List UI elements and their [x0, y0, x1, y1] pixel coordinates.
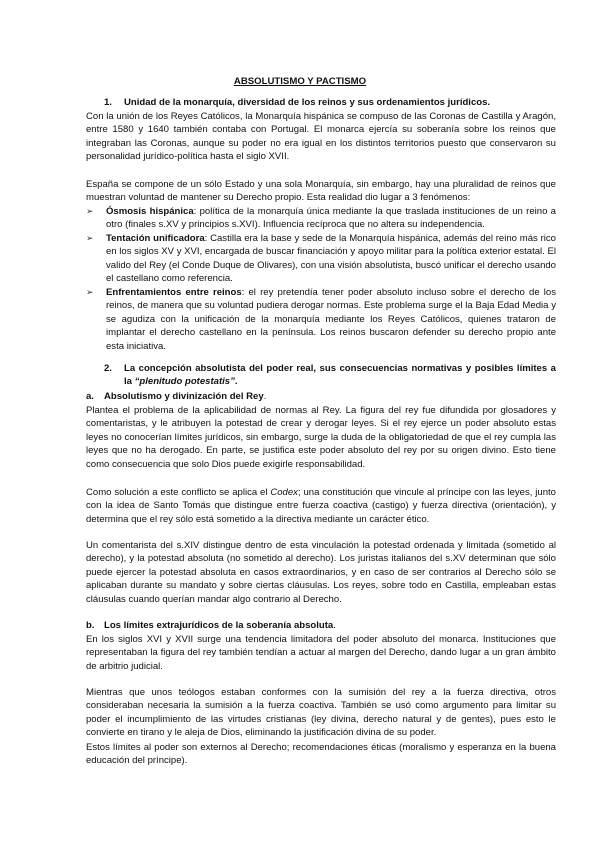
document-title: ABSOLUTISMO Y PACTISMO [233, 76, 367, 87]
bullet-term: Tentación unificadora [106, 233, 205, 244]
section-2-heading: La concepción absolutista del poder real, sus consecuencias normativas y posibles límites a la “plenitudo potestatis”. [124, 363, 556, 388]
subsection-a-letter: a. [86, 391, 94, 402]
bullet-text: : política de la monarquía única mediante la que traslada instituciones de un reino a otro (finales s.XV y principios s.XVI). Influencia recíproca que no altera su independencia. [106, 206, 556, 231]
subsection-b-title: Los límites extrajurídicos de la soberanía absoluta. [104, 620, 336, 631]
bullet-term: Enfrentamientos entre reinos [106, 287, 242, 298]
bullet-text: : el rey pretendía tener poder absoluto incluso sobre el derecho de los reinos, de manera que su voluntad pudiera derogar normas. Este problema surge el la Baja Edad Media y se agudiza con la unificación de la monarquía mediante los Reyes Católicos, quienes trataron de implantar el derecho castellano en la península. Los reinos buscaron defender su derecho propio ante esta iniciativa. [106, 287, 556, 352]
subsection-b-letter: b. [86, 620, 95, 631]
bullet-text: : Castilla era la base y sede de la Monarquía hispánica, además del reino más rico en los siglos XV y XVI, encargada de buscar financiación y apoyo militar para la política exterior estatal. El valido del Rey (el Conde Duque de Olivares), con una visión absolutista, buscó unificar el derecho usando el castellano como referencia. [106, 233, 556, 285]
subsection-a-paragraph-3: Un comentarista del s.XIV distingue dentro de esta vinculación la potestad ordenada y limitada (sometido al derecho), y la potestad absoluta (no sometido al derecho). Los juristas italianos del s.XV determinan que sólo puede ejercer la potestad absoluta en casos extraordinarios, y en caso de ser contrarios al Derecho sólo se aplicaban durante su mandato y sobre ciertas cláusulas. Los reyes, sobre todo en Castilla, empleaban estas cláusulas cuando querían mandar algo contrario al Derecho. [86, 540, 556, 605]
arrow-bullet-icon: ➢ [86, 233, 94, 243]
section-1-heading: Unidad de la monarquía, diversidad de los reinos y sus ordenamientos jurídicos. [124, 97, 491, 108]
subsection-b-paragraph-3: Estos límites al poder son externos al Derecho; recomendaciones éticas (moralismo y esperanza en la buena educación del príncipe). [86, 742, 556, 767]
subsection-b-paragraph-1: En los siglos XVI y XVII surge una tendencia limitadora del poder absoluto del monarca. Instituciones que representaban la figura del rey también tendían a actuar al margen del Derecho, dando lugar a un gran ámbito de arbitrio judicial. [86, 634, 556, 672]
list-item [86, 232, 556, 286]
section-2-heading-italic: “plenitudo potestatis” [134, 376, 235, 388]
arrow-bullet-icon: ➢ [86, 287, 94, 297]
section-1-paragraph-1: Con la unión de los Reyes Católicos, la Monarquía hispánica se compuso de las Coronas de Castilla y Aragón, entre 1580 y 1640 también contaba con Portugal. El monarca ejercía su soberanía sobre los reinos que integraban las Coronas, aunque su poder no era igual en los distintos territorios puesto que conservaron su personalidad jurídico-política hasta el siglo XVII. [86, 111, 556, 163]
section-1-paragraph-2: España se compone de un sólo Estado y una sola Monarquía, sin embargo, hay una pluralidad de reinos que muestran voluntad de mantener su Derecho propio. Esta realidad dio lugar a 3 fenómenos: [86, 179, 556, 204]
subsection-a-title: Absolutismo y divinización del Rey. [104, 391, 267, 402]
bullet-term: Ósmosis hispánica [106, 206, 194, 217]
subsection-b-paragraph-2: Mientras que unos teólogos estaban conformes con la sumisión del rey a la fuerza directiva, otros consideraban necesaria la sumisión a la fuerza coactiva. También se usó como argumento para limitar su poder el incumplimiento de las virtudes cristianas (ley divina, derecho natural y de gentes), pues esto le convierte en tirano y le aleja de Dios, eliminando la justificación divina de su poder. [86, 687, 556, 739]
section-2-number: 2. [104, 363, 112, 374]
section-1-number: 1. [104, 97, 112, 108]
arrow-bullet-icon: ➢ [86, 206, 94, 216]
list-item [86, 286, 556, 353]
subsection-a-paragraph-1: Plantea el problema de la aplicabilidad de normas al Rey. La figura del rey fue difundida por glosadores y comentaristas, y le atribuyen la potestad de crear y derogar leyes. Si el rey ejerce un poder absoluto estas leyes no conocerían límites jurídicos, sin embargo, surge la duda de la obligatoriedad de que el rey cumpla las leyes que no ha derogado. En parte, se justifica este poder absoluto del rey por su origen divino. Esto tiene como consecuencia que solo Dios puede exigirle responsabilidad. [86, 405, 556, 470]
list-item [86, 205, 556, 232]
subsection-a-paragraph-2: Como solución a este conflicto se aplica el Codex; una constitución que vincule al príncipe con las leyes, junto con la idea de Santo Tomás que distingue entre fuerza coactiva (castigo) y fuerza directiva (orientación), y determina que el rey sólo está sometido a la directiva mediante un carácter ético. [86, 487, 556, 525]
